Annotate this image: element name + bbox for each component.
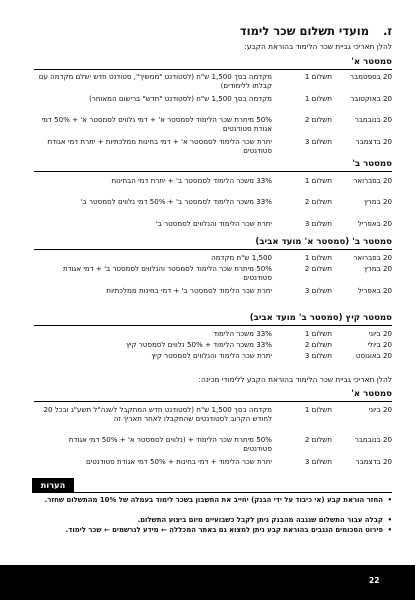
table-row	[34, 351, 392, 360]
note-item	[34, 526, 392, 536]
table-row	[34, 264, 392, 283]
payment-number: תשלום 3	[304, 137, 332, 146]
payment-date: 20 ביוני	[368, 329, 392, 338]
payment-date: 20 באוגוסט	[355, 351, 392, 360]
payment-number: תשלום 1	[304, 253, 332, 262]
note-item	[34, 516, 392, 526]
payment-description: 33% משכר הלימוד לסמסטר ב' + 50% דמי נלווים לסמסטר ב'	[80, 197, 272, 206]
table-row	[34, 137, 392, 156]
section-header	[34, 24, 392, 38]
payment-number: תשלום 1	[304, 405, 332, 414]
table-row	[34, 219, 392, 228]
notes-divider	[32, 492, 392, 493]
payment-description: יתרת שכר הלימוד והנלווים לסמסטר קיץ	[151, 351, 272, 360]
payment-description: 33% משכר הלימוד + 50% נלווים לסמסטר קיץ	[126, 340, 272, 349]
mechina-intro-text: להלן תאריכי גביית שכר הלימוד בהוראת הקבע ללימודי מכינה:	[198, 375, 392, 384]
payment-date: 20 בנובמבר	[354, 115, 392, 124]
note-item	[34, 496, 392, 506]
note-text: קבלה עבור התשלום שנגבה מהבנק ניתן לקבל כשבועיים מיום ביצוע התשלום.	[137, 516, 383, 524]
table-row	[34, 176, 392, 185]
table-row	[34, 457, 392, 466]
payment-date: 20 במרץ	[363, 197, 392, 206]
payment-description: מקדמה בסך 1,500 ש"ח (לסטודנט חדש המתקבל לשנה"ל תשע"ג ובכל 20 לחודש הקרוב לסטודנטים שהתקבלו לאחר תאריך זה	[43, 405, 272, 424]
payment-description: מקדמה בסך 1,500 ש"ח (לסטודנט "חדש" ברישום המאוחר)	[89, 94, 272, 103]
section-title-summer: סמסטר קיץ (סמסטר ב' מועד אביב)	[34, 313, 392, 326]
payment-number: תשלום 1	[304, 94, 332, 103]
payment-description: יתרת שכר הלימוד לסמסטר א' + דמי בחינות ממלכתיות + יתרת דמי אגודת סטודנטים	[47, 137, 272, 156]
payment-description: מקדמה בסך 1,500 ש"ח (לסטודנט "ממשיך", סטודנט חדש ישלם מקדמה עם קבלתו ללימודים)	[38, 72, 272, 91]
payment-date: 20 בדצמבר	[355, 457, 392, 466]
payment-date: 20 בדצמבר	[355, 137, 392, 146]
note-text: פירוט הסכומים הנגבים בהוראת קבע ניתן למצוא גם באתר המכללה ← מידע לנרשמים ← שכר לימוד.	[65, 526, 383, 534]
payment-number: תשלום 1	[304, 176, 332, 185]
payment-number: תשלום 1	[304, 72, 332, 81]
payment-number: תשלום 2	[304, 197, 332, 206]
payment-description: יתרת שכר הלימוד לסמסטר ב' + דמי בחינות ממלכתיות	[106, 286, 272, 295]
payment-date: 20 ביולי	[367, 340, 392, 349]
table-row	[34, 72, 392, 91]
table-row	[34, 94, 392, 103]
section-title-semester-b: סמסטר ב'	[34, 159, 392, 172]
page-footer	[0, 565, 415, 600]
payment-description: 33% משכר הלימוד	[213, 329, 272, 338]
payment-description: 50% מיתרת שכר הלימוד לסמסטר א' + דמי נלווים לסמסטר א' + 50% דמי אגודת סטודנטים	[41, 115, 272, 134]
table-row	[34, 405, 392, 424]
table-row	[34, 253, 392, 262]
payment-number: תשלום 2	[304, 264, 332, 273]
payment-date: 20 באפריל	[357, 219, 392, 228]
payment-description: יתרת שכר הלימוד והנלווים לסמסטר ב'	[155, 219, 272, 228]
payment-date: 20 ביוני	[368, 405, 392, 414]
table-row	[34, 197, 392, 206]
payment-description: 50% מיתרת שכר הלימוד + (נלווים לסמסטר א' + 50% דמי אגודת סטודנטים	[68, 435, 272, 454]
table-row	[34, 286, 392, 295]
payment-number: תשלום 2	[304, 340, 332, 349]
notes-heading: הערות	[32, 478, 74, 492]
payment-number: תשלום 2	[304, 435, 332, 444]
section-title-semester-a: סמסטר א'	[34, 57, 392, 70]
payment-date: 20 בנובמבר	[354, 435, 392, 444]
payment-number: תשלום 3	[304, 351, 332, 360]
payment-number: תשלום 1	[304, 329, 332, 338]
table-row	[34, 435, 392, 454]
payment-date: 20 באוקטובר	[350, 94, 392, 103]
payment-description: 50% מיתרת שכר הלימוד לסמסטר והנלווים לסמסטר ב' + דמי אגודת סטודנטים	[62, 264, 272, 283]
payment-number: תשלום 3	[304, 457, 332, 466]
payment-date: 20 בפברואר	[353, 176, 392, 185]
bullet-icon: •	[387, 516, 392, 524]
payment-date: 20 בספטמבר	[350, 72, 392, 81]
intro-text: להלן תאריכי גביית שכר הלימוד בהוראת הקבע:	[244, 42, 392, 51]
table-row	[34, 340, 392, 349]
section-title-mechina: סמסטר א'	[34, 389, 392, 402]
payment-date: 20 באפריל	[357, 286, 392, 295]
payment-date: 20 במרץ	[363, 264, 392, 273]
bullet-icon: •	[387, 526, 392, 534]
section-title-semester-b-spring: סמסטר ב' (סמסטר א' מועד אביב)	[34, 237, 392, 250]
payment-date: 20 בפברואר	[353, 253, 392, 262]
payment-description: יתרת שכר הלימוד + דמי בחינות + 50% דמי אגודת סטודנטים	[86, 457, 272, 466]
bullet-icon: •	[387, 496, 392, 504]
payment-description: 1,500 ש"ח מקדמה	[211, 253, 272, 262]
payment-number: תשלום 2	[304, 115, 332, 124]
page-title: מועדי תשלום שכר לימוד	[239, 24, 370, 38]
page-number: 22	[369, 576, 380, 585]
payment-number: תשלום 3	[304, 286, 332, 295]
payment-number: תשלום 3	[304, 219, 332, 228]
payment-description: 33% משכר הלימוד לסמסטר ב' + יתרת דמי הבחינות	[111, 176, 272, 185]
table-row	[34, 115, 392, 134]
table-row	[34, 329, 392, 338]
note-text: החזר הוראת קבע (אי כיבוד על ידי הבנק) יחייב את החשבון בשכר לימוד בעמלה של 10% מהתשלום שחזר.	[44, 496, 383, 504]
section-number: ז.	[383, 24, 392, 38]
